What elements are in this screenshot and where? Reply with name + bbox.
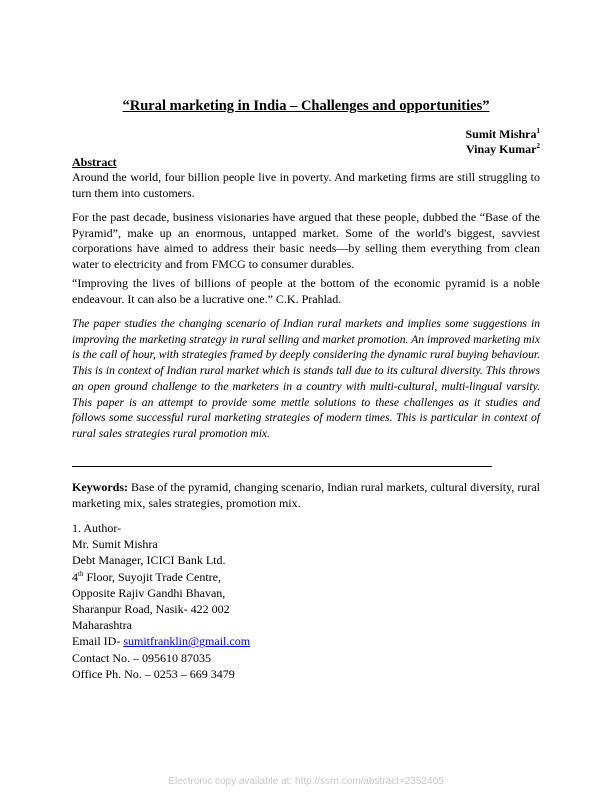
address-office: Office Ph. No. – 0253 – 669 3479: [72, 666, 235, 681]
author-1-sup: 1: [536, 127, 540, 135]
address-floor-sup: th: [78, 569, 84, 578]
keywords-text: Base of the pyramid, changing scenario, Indian rural markets, cultural diversity, rural marketing mix, sales strategies, promotion mix.: [72, 480, 541, 510]
abstract-paragraph-2: For the past decade, business visionaries have argued that these people, dubbed the “Base of the Pyramid”, make up an enormous, untapped market. Some of the world's biggest, savviest corporations have aimed to address their basic needs—by selling them everything from clean water to electricity and from FMCG to consumer durables.: [72, 210, 540, 271]
address-floor: [72, 569, 250, 585]
address-email: [72, 633, 250, 649]
abstract-heading: Abstract: [72, 155, 117, 169]
author-address-block: [72, 520, 250, 682]
ssrn-footer: Electronic copy available at: http://ssrn.com/abstract=2352405: [168, 776, 444, 787]
abstract-paragraph-3: “Improving the lives of billions of people at the bottom of the economic pyramid is a noble endeavour. It can also be a lucrative one.” C.K. Prahlad.: [72, 276, 540, 306]
address-floor-rest: Floor, Suyojit Trade Centre,: [83, 569, 221, 584]
address-opposite: Opposite Rajiv Gandhi Bhavan,: [72, 585, 226, 600]
address-heading: 1. Author-: [72, 521, 122, 535]
author-2-sup: 2: [536, 142, 540, 150]
email-label: Email ID-: [72, 634, 124, 649]
paper-title: “Rural marketing in India – Challenges and opportunities”: [122, 98, 490, 114]
keywords: [72, 480, 540, 511]
keywords-label: Keywords:: [72, 480, 128, 494]
address-position: Debt Manager, ICICI Bank Ltd.: [72, 553, 226, 568]
author-2-name: Vinay Kumar: [465, 142, 537, 156]
separator-rule: [72, 466, 492, 467]
address-road: Sharanpur Road, Nasik- 422 002: [72, 601, 230, 616]
email-link[interactable]: sumitfranklin@gmail.com: [123, 634, 251, 649]
address-name: Mr. Sumit Mishra: [72, 537, 158, 552]
address-floor-num: 4: [72, 569, 78, 584]
address-state: Maharashtra: [72, 618, 132, 633]
address-contact: Contact No. – 095610 87035: [72, 650, 211, 665]
abstract-paragraph-1: Around the world, four billion people live in poverty. And marketing firms are still struggling to turn them into customers.: [72, 170, 540, 200]
author-1: [465, 127, 540, 142]
abstract-paragraph-4: The paper studies the changing scenario of Indian rural markets and implies some suggestions in improving the marketing strategy in rural selling and market promotion. An improved marketing mix is the call of hour, with strategies framed by deeply considering the dynamic rural buying behaviour. This is in context of Indian rural market which is stands tall due to its cultural diversity. This throws an open ground challenge to the marketers in a country with multi-cultural, multi-lingual varsity. This paper is an attempt to provide some mettle solutions to these challenges as it studies and follows some successful rural marketing strategies of modern times. This is particular in context of rural sales strategies rural promotion mix.: [72, 317, 540, 440]
author-1-name: Sumit Mishra: [465, 127, 537, 141]
author-2: [466, 142, 540, 157]
